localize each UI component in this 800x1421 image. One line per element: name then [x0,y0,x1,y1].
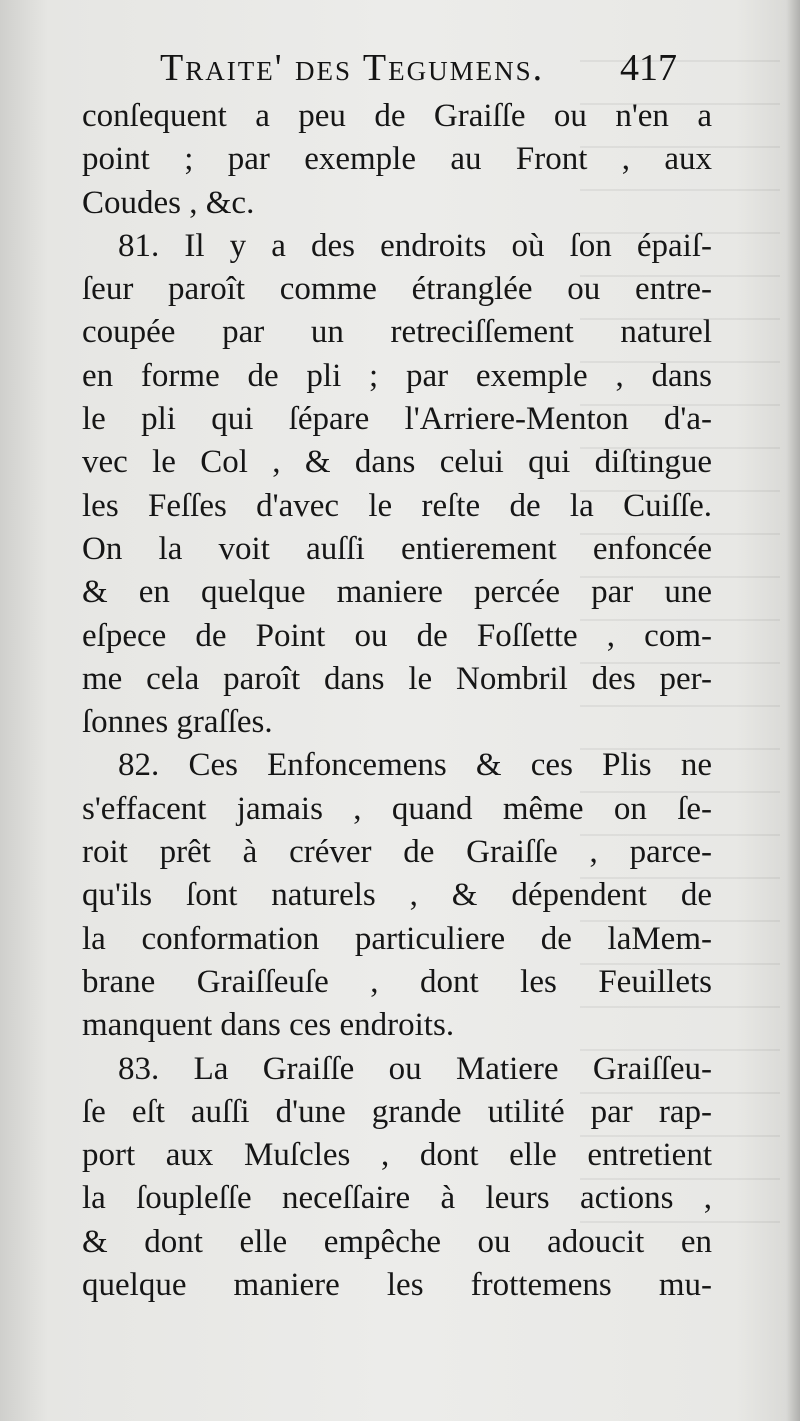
page-header [160,46,720,94]
text-line: s'effacent jamais , quand même on ſe- [82,790,712,827]
paragraph-82-first-line: 82. Ces Enfoncemens & ces Plis ne [118,747,712,784]
text-line: la conformation particuliere de laMem- [82,920,712,957]
text-line: ſe eſt auſſi d'une grande utilité par rap- [82,1093,712,1130]
text-line: le pli qui ſépare l'Arriere-Menton d'a- [82,401,712,438]
text-line: la ſoupleſſe neceſſaire à leurs actions , [82,1180,712,1217]
text-line: brane Graiſſeuſe , dont les Feuillets [82,963,712,1000]
text-line: conſequent a peu de Graiſſe ou n'en a [82,98,712,134]
text-line: coupée par un retreciſſement naturel [82,314,712,351]
paragraph-81-first-line: 81. Il y a des endroits où ſon épaiſ- [118,227,712,264]
text-line: port aux Muſcles , dont elle entretient [82,1137,712,1174]
text-line: & dont elle empêche ou adoucit en [82,1223,712,1260]
paragraph-83-first-line: 83. La Graiſſe ou Matiere Graiſſeu- [118,1050,712,1087]
text-line: me cela paroît dans le Nombril des per- [82,660,712,697]
text-line: vec le Col , & dans celui qui diſtingue [82,444,712,481]
text-line: point ; par exemple au Front , aux [82,141,712,178]
text-line: en forme de pli ; par exemple , dans [82,357,712,394]
page-edge-shadow [786,0,800,1421]
text-line: qu'ils ſont naturels , & dépendent de [82,877,712,914]
text-line: On la voit auſſi entierement enfoncée [82,530,712,567]
text-line: manquent dans ces endroits. [82,1007,455,1044]
text-line: les Feſſes d'avec le reſte de la Cuiſſe. [82,487,712,524]
text-line: ſeur paroît comme étranglée ou entre- [82,271,712,308]
text-line: & en quelque maniere percée par une [82,574,712,611]
text-line: quelque maniere les frottemens mu- [82,1267,712,1304]
text-line: roit prêt à créver de Graiſſe , parce- [82,834,712,871]
page-number: 417 [620,47,677,89]
text-line: ſonnes graſſes. [82,704,273,741]
running-title: Traite' des Tegumens. [160,47,545,89]
text-line: eſpece de Point ou de Foſſette , com- [82,617,712,654]
text-line: Coudes , &c. [82,184,255,221]
body-text [82,95,712,1307]
